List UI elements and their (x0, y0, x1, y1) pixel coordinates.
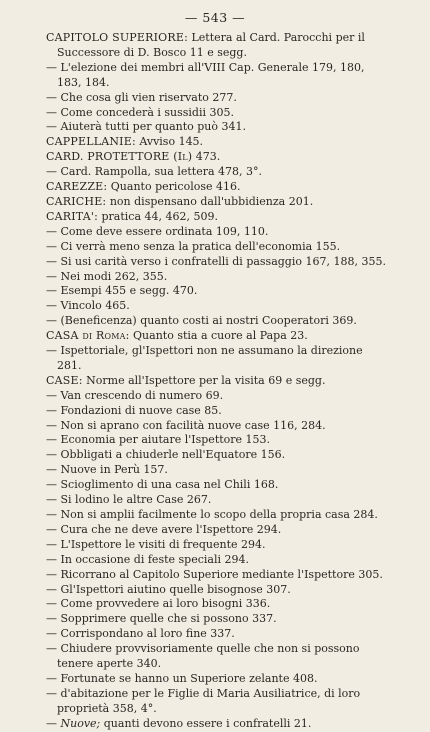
entry-heading: CARD. PROTETTORE (Il) (46, 150, 193, 164)
index-entry (46, 284, 388, 299)
index-entry (46, 61, 388, 91)
index-entry (46, 717, 388, 732)
index-entry (46, 568, 388, 583)
entry-text: Quanto stia a cuore al Papa 23. (129, 329, 308, 343)
entry-text: — Che cosa gli vien riservato 277. (46, 90, 237, 104)
entry-dash: — (46, 716, 61, 730)
index-entry (46, 31, 388, 61)
index-entry (46, 270, 388, 285)
entry-text: 473. (192, 150, 221, 164)
index-entry (46, 612, 388, 627)
index-entry (46, 478, 388, 493)
entry-text: — Nuove in Perù 157. (46, 463, 168, 477)
index-entry (46, 627, 388, 642)
entry-text: — Aiuterà tutti per quanto può 341. (46, 120, 246, 134)
index-entry (46, 404, 388, 419)
index-entry (46, 150, 388, 165)
index-entry (46, 240, 388, 255)
entry-text: — Gl'Ispettori aiutino quelle bisognose 307. (46, 582, 291, 596)
entry-text: — Come concederà i sussidii 305. (46, 105, 234, 119)
index-entry (46, 195, 388, 210)
index-entry (46, 553, 388, 568)
entry-text: — Van crescendo di numero 69. (46, 388, 224, 402)
entry-text: — Sopprimere quelle che si possono 337. (46, 612, 277, 626)
entry-text: — Come provvedere ai loro bisogni 336. (46, 597, 271, 611)
index-entry (46, 389, 388, 404)
entry-text: Lettera al Card. Parocchi per il Successore di D. Bosco 11 e segg. (57, 31, 365, 59)
entry-heading: CARITA': (46, 209, 98, 223)
entry-text: pratica 44, 462, 509. (98, 209, 218, 223)
index-entry (46, 255, 388, 270)
index-entry (46, 225, 388, 240)
index-entries (46, 31, 388, 732)
index-entry (46, 106, 388, 121)
entry-text: quanti devono essere i confratelli 21. (100, 716, 312, 730)
entry-text: — Fortunate se hanno un Superiore zelante 408. (46, 671, 318, 685)
entry-text: — Vincolo 465. (46, 299, 130, 313)
entry-heading: CAPITOLO SUPERIORE: (46, 31, 188, 44)
index-entry (46, 91, 388, 106)
index-entry (46, 419, 388, 434)
entry-text: Quanto pericolose 416. (107, 180, 241, 194)
index-entry (46, 583, 388, 598)
index-entry (46, 448, 388, 463)
entry-text: — Scioglimento di una casa nel Chili 168. (46, 478, 279, 492)
index-entry (46, 180, 388, 195)
index-entry (46, 508, 388, 523)
entry-text: Avviso 145. (135, 135, 204, 149)
entry-text: — Ricorrano al Capitolo Superiore mediante l'Ispettore 305. (46, 567, 383, 581)
index-entry (46, 329, 388, 344)
entry-italic: Nuove; (60, 716, 101, 730)
page-number: — 543 — (184, 10, 246, 25)
entry-text: — Esempi 455 e segg. 470. (46, 284, 198, 298)
entry-text: — d'abitazione per le Figlie di Maria Ausiliatrice, di loro proprietà 358, 4°. (46, 686, 361, 715)
entry-text: — Nei modi 262, 355. (46, 269, 168, 283)
entry-heading: CARICHE: (46, 194, 107, 208)
index-entry (46, 120, 388, 135)
index-entry (46, 493, 388, 508)
entry-text: — Si lodino le altre Case 267. (46, 493, 212, 507)
index-entry (46, 314, 388, 329)
index-entry (46, 687, 388, 717)
index-entry (46, 433, 388, 448)
entry-text: — Si usi carità verso i confratelli di passaggio 167, 188, 355. (46, 254, 386, 268)
entry-text: — Economia per aiutare l'Ispettore 153. (46, 433, 271, 447)
entry-heading: CAPPELLANIE: (46, 135, 136, 149)
entry-text: — Ci verrà meno senza la pratica dell'economia 155. (46, 239, 341, 253)
index-entry (46, 299, 388, 314)
index-entry (46, 210, 388, 225)
index-entry (46, 344, 388, 374)
index-entry (46, 672, 388, 687)
entry-text: — Fondazioni di nuove case 85. (46, 403, 222, 417)
index-entry (46, 135, 388, 150)
entry-text: non dispensano dall'ubbidienza 201. (106, 194, 314, 208)
entry-text: Norme all'Ispettore per la visita 69 e segg. (82, 373, 326, 387)
entry-text: — Corrispondano al loro fine 337. (46, 627, 235, 641)
entry-text: — Card. Rampolla, sua lettera 478, 3°. (46, 165, 262, 179)
entry-text: — Chiudere provvisoriamente quelle che non si possono tenere aperte 340. (46, 642, 360, 671)
entry-text: — Obbligati a chiuderle nell'Equatore 156. (46, 448, 286, 462)
entry-text: — Non si amplii facilmente lo scopo della propria casa 284. (46, 508, 378, 521)
entry-text: — Ispettoriale, gl'Ispettori non ne assumano la direzione 281. (46, 344, 363, 372)
index-entry (46, 523, 388, 538)
entry-heading: CAREZZE: (46, 180, 108, 194)
index-entry (46, 374, 388, 389)
index-entry (46, 538, 388, 553)
entry-text: — Come deve essere ordinata 109, 110. (46, 224, 269, 238)
index-entry (46, 642, 388, 672)
entry-text: — L'Ispettore le visiti di frequente 294. (46, 537, 266, 551)
index-entry (46, 597, 388, 612)
index-entry (46, 165, 388, 180)
entry-text: — (Beneficenza) quanto costi ai nostri Cooperatori 369. (46, 314, 357, 328)
entry-text: — In occasione di feste speciali 294. (46, 552, 249, 566)
index-entry (46, 463, 388, 478)
entry-text: — Non si aprano con facilità nuove case 116, 284. (46, 418, 326, 432)
entry-text: — Cura che ne deve avere l'Ispettore 294. (46, 522, 282, 536)
entry-text: — L'elezione dei membri all'VIII Cap. Generale 179, 180, 183, 184. (46, 60, 365, 89)
entry-heading: CASE: (46, 373, 83, 387)
entry-heading: CASA di Roma: (46, 329, 130, 343)
